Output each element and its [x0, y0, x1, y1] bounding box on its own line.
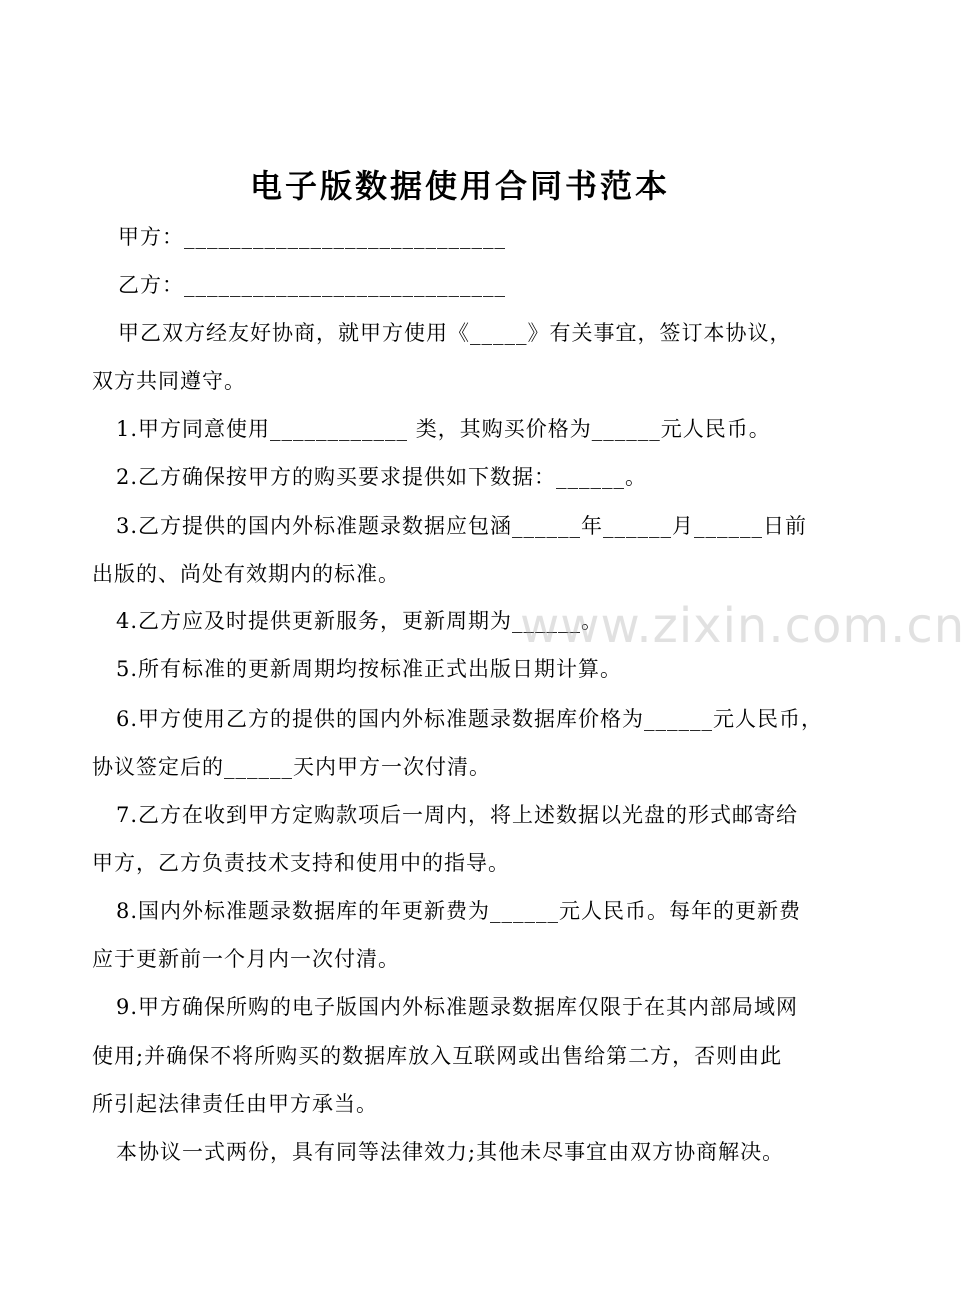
clause-9-line-2: 使用;并确保不将所购买的数据库放入互联网或出售给第二方，否则由此: [92, 1044, 783, 1068]
clause-8-line-2: 应于更新前一个月内一次付清。: [92, 947, 400, 971]
clause-5-line-1: 5.所有标准的更新周期均按标准正式出版日期计算。: [116, 657, 623, 681]
clause-9-line-1: 9.甲方确保所购的电子版国内外标准题录数据库仅限于在其内部局域网: [116, 995, 799, 1019]
party-a-label: 甲方：: [118, 225, 184, 249]
clause-7-line-1: 7.乙方在收到甲方定购款项后一周内，将上述数据以光盘的形式邮寄给: [116, 803, 799, 827]
intro-line-2: 双方共同遵守。: [92, 369, 246, 393]
party-b-value: ____________________________: [184, 273, 506, 297]
party-a-line: [118, 222, 506, 252]
intro-line-1: 甲乙双方经友好协商，就甲方使用《_____》有关事宜，签订本协议，: [118, 321, 792, 345]
clause-8-line-1: 8.国内外标准题录数据库的年更新费为______元人民币。每年的更新费: [116, 899, 802, 923]
site-watermark: www.zixin.com.cn: [520, 598, 965, 654]
clause-6-line-2: 协议签定后的______天内甲方一次付清。: [92, 755, 491, 779]
clause-3-line-1: 3.乙方提供的国内外标准题录数据应包涵______年______月______日前: [116, 514, 808, 538]
clause-1-line-1: 1.甲方同意使用____________ 类，其购买价格为______元人民币。: [116, 417, 771, 441]
clause-7-line-2: 甲方，乙方负责技术支持和使用中的指导。: [92, 851, 510, 875]
clause-4-line-1: 4.乙方应及时提供更新服务，更新周期为______。: [116, 609, 604, 633]
clause-9-line-3: 所引起法律责任由甲方承当。: [92, 1092, 378, 1116]
party-a-value: ____________________________: [184, 225, 506, 249]
document-title: 电子版数据使用合同书范本: [249, 167, 670, 205]
clause-2-line-1: 2.乙方确保按甲方的购买要求提供如下数据：______。: [116, 465, 648, 489]
clause-3-line-2: 出版的、尚处有效期内的标准。: [92, 562, 400, 586]
party-b-line: [118, 270, 506, 300]
clause-6-line-1: 6.甲方使用乙方的提供的国内外标准题录数据库价格为______元人民币，: [116, 707, 824, 731]
closing-line: 本协议一式两份，具有同等法律效力;其他未尽事宜由双方协商解决。: [116, 1140, 785, 1164]
party-b-label: 乙方：: [118, 273, 184, 297]
